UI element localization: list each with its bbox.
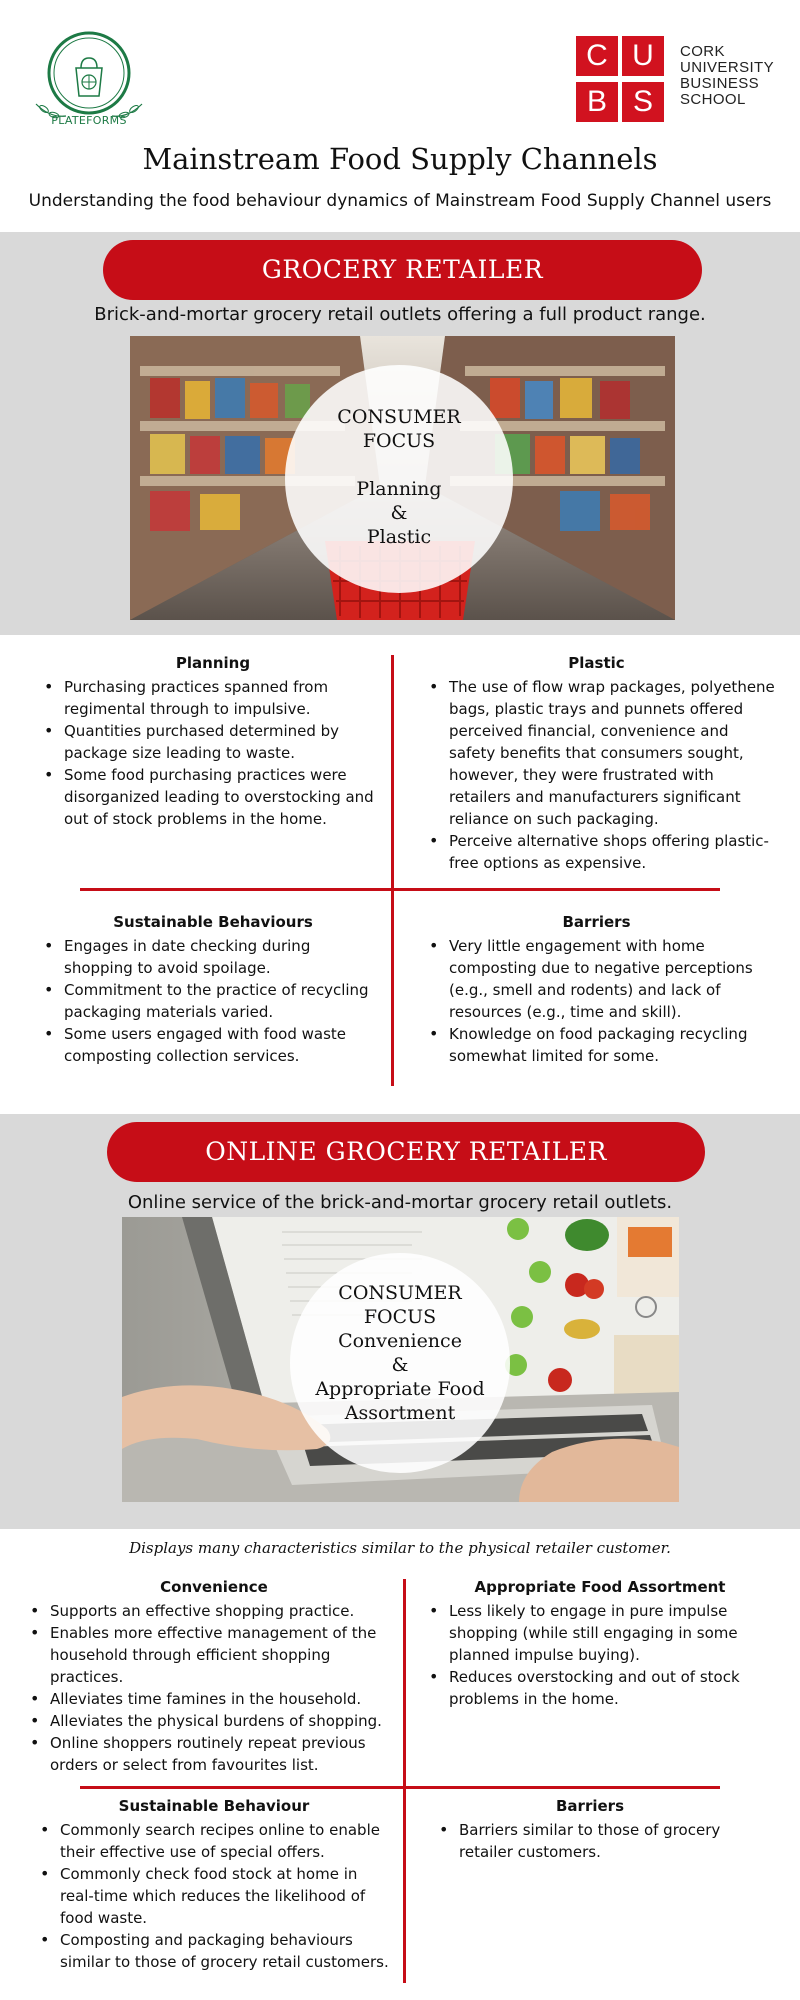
sustainable-behaviour-heading: Sustainable Behaviour [118, 1797, 310, 1815]
list-item: • Supports an effective shopping practice. [50, 1600, 390, 1622]
list-item: • Engages in date checking during shopping to avoid spoilage. [64, 935, 380, 979]
cubs-letter: U [622, 36, 664, 76]
focus-line: Appropriate Food [315, 1378, 485, 1400]
convenience-list [50, 1600, 390, 1776]
cubs-name-line: CORK [680, 43, 725, 60]
sustainable-behaviours-heading: Sustainable Behaviours [113, 913, 313, 931]
list-item: • Perceive alternative shops offering plastic-free options as expensive. [449, 830, 777, 874]
focus-line: CONSUMER [338, 1282, 462, 1304]
page-title: Mainstream Food Supply Channels [142, 142, 658, 176]
barriers-list [449, 935, 777, 1067]
focus-body-line: Planning [356, 478, 442, 500]
list-item: • Purchasing practices spanned from regimental through to impulsive. [64, 676, 380, 720]
focus-line: Convenience [338, 1330, 462, 1352]
cubs-letter: S [622, 82, 664, 122]
list-item: • Commonly check food stock at home in real-time which reduces the likelihood of food waste. [60, 1863, 390, 1929]
list-item: • Reduces overstocking and out of stock problems in the home. [449, 1666, 767, 1710]
list-item: • Composting and packaging behaviours similar to those of grocery retail customers. [60, 1929, 390, 1973]
online-heading-pill: ONLINE GROCERY RETAILER [107, 1122, 705, 1182]
list-item: • Alleviates time famines in the household. [50, 1688, 390, 1710]
online-barriers-list [459, 1819, 759, 1863]
cubs-letter-grid [576, 36, 666, 124]
assortment-list [449, 1600, 767, 1710]
grocery-consumer-focus-circle [285, 365, 513, 593]
focus-line: FOCUS [363, 1306, 437, 1328]
convenience-heading: Convenience [160, 1578, 268, 1596]
focus-body-line: Plastic [366, 526, 432, 548]
online-vertical-divider [403, 1579, 406, 1983]
focus-line: Assortment [344, 1402, 456, 1424]
assortment-heading: Appropriate Food Assortment [474, 1578, 726, 1596]
cubs-name-line: UNIVERSITY [680, 59, 775, 76]
list-item: • Alleviates the physical burdens of shopping. [50, 1710, 390, 1732]
plastic-list [449, 676, 777, 874]
barriers-heading: Barriers [562, 913, 631, 931]
list-item: • Commitment to the practice of recycling packaging materials varied. [64, 979, 380, 1023]
list-item: • Less likely to engage in pure impulse shopping (while still engaging in some planned impulse buying). [449, 1600, 767, 1666]
cubs-letter: B [576, 82, 618, 122]
list-item: • Enables more effective management of the household through efficient shopping practices. [50, 1622, 390, 1688]
cubs-name-line: SCHOOL [680, 91, 746, 108]
list-item: • Some food purchasing practices were disorganized leading to overstocking and out of stock problems in the home. [64, 764, 380, 830]
sustainable-behaviours-list [64, 935, 380, 1067]
online-similarity-note: Displays many characteristics similar to the physical retailer customer. [129, 1539, 671, 1557]
list-item: • Online shoppers routinely repeat previous orders or select from favourites list. [50, 1732, 390, 1776]
online-barriers-heading: Barriers [556, 1797, 624, 1815]
focus-line: & [391, 1354, 409, 1376]
list-item: • Commonly search recipes online to enable their effective use of special offers. [60, 1819, 390, 1863]
sustainable-behaviour-list [60, 1819, 390, 1973]
plateforms-logo-text: PLATEFORMS [51, 114, 127, 127]
cubs-logo [576, 36, 786, 124]
plateforms-emblem-icon [30, 26, 148, 126]
planning-heading: Planning [175, 654, 251, 672]
focus-title-line: CONSUMER [337, 406, 461, 428]
plateforms-logo [30, 26, 148, 128]
list-item: • Very little engagement with home composting due to negative perceptions (e.g., smell and rodents) and lack of resources (e.g., time and skill). [449, 935, 777, 1023]
list-item: • Quantities purchased determined by package size leading to waste. [64, 720, 380, 764]
grocery-description: Brick-and-mortar grocery retail outlets offering a full product range. [94, 304, 706, 325]
online-description: Online service of the brick-and-mortar grocery retail outlets. [127, 1192, 673, 1213]
list-item: • The use of flow wrap packages, polyethene bags, plastic trays and punnets offered perceived financial, convenience and safety benefits that consumers sought, however, they were frustrated with retailers and manufacturers significant reliance on such packaging. [449, 676, 777, 830]
grocery-vertical-divider [391, 655, 394, 1086]
list-item: • Barriers similar to those of grocery retailer customers. [459, 1819, 759, 1863]
online-horizontal-divider [80, 1786, 720, 1789]
cubs-letter: C [576, 36, 618, 76]
page-subtitle: Understanding the food behaviour dynamics of Mainstream Food Supply Channel users [28, 191, 772, 211]
planning-list [64, 676, 380, 830]
plastic-heading: Plastic [568, 654, 625, 672]
focus-title-line: FOCUS [362, 430, 436, 452]
cubs-name [680, 44, 790, 108]
grocery-horizontal-divider [80, 888, 720, 891]
online-consumer-focus-circle [290, 1253, 510, 1473]
list-item: • Knowledge on food packaging recycling somewhat limited for some. [449, 1023, 777, 1067]
grocery-heading-pill: GROCERY RETAILER [103, 240, 702, 300]
cubs-name-line: BUSINESS [680, 75, 760, 92]
list-item: • Some users engaged with food waste composting collection services. [64, 1023, 380, 1067]
focus-body-line: & [390, 502, 408, 524]
